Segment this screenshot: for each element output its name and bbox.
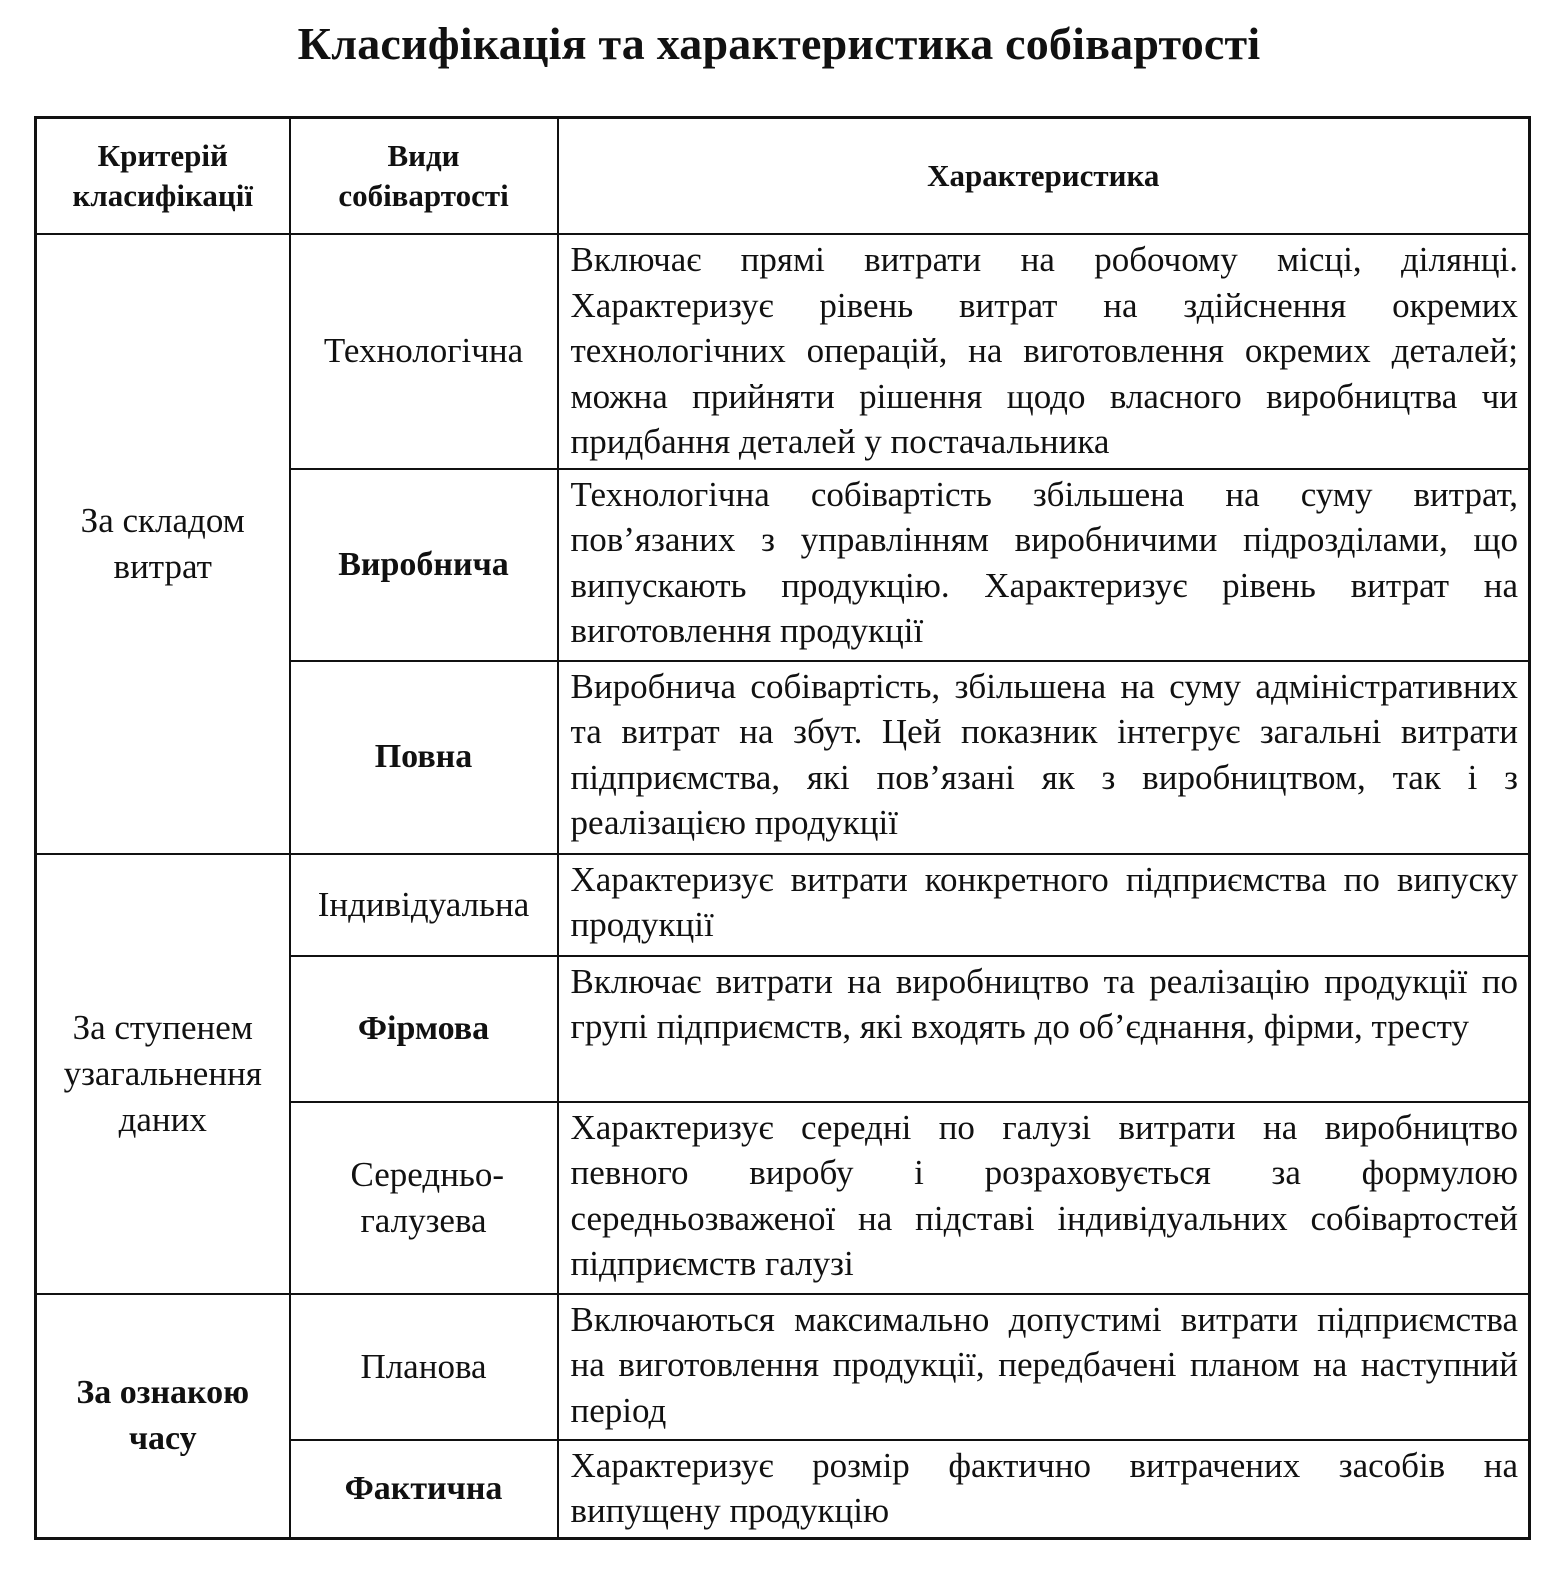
header-characteristic: Характеристика: [558, 118, 1530, 235]
header-types: Види собівартості: [290, 118, 558, 235]
criterion-cell: За ознакою часу: [36, 1294, 290, 1539]
description-cell: Характеризує витрати конкретного підприємства по випуску продукції: [558, 854, 1530, 956]
table-row: [36, 1294, 1530, 1440]
type-cell: Індивідуальна: [290, 854, 558, 956]
table-row: [36, 234, 1530, 469]
header-criterion: Критерій класифікації: [36, 118, 290, 235]
description-cell: Включає прямі витрати на робочому місці, ділянці. Характеризує рівень витрат на здійснення окремих технологічних операцій, на виготовлення окремих деталей; можна прийняти рішення щодо власного виробництва чи придбання деталей у постачальника: [558, 234, 1530, 469]
description-cell: Характеризує середні по галузі витрати на виробництво певного виробу і розраховується за формулою середньозваженої на підставі індивідуальних собівартостей підприємств галузі: [558, 1102, 1530, 1294]
description-cell: Включаються максимально допустимі витрати підприємства на виготовлення продукції, передбачені планом на наступний період: [558, 1294, 1530, 1440]
type-cell: Повна: [290, 661, 558, 854]
type-cell: Технологічна: [290, 234, 558, 469]
cost-classification-table: [34, 116, 1531, 1540]
criterion-cell: За ступенем узагальнення даних: [36, 854, 290, 1294]
type-cell: Середньо-галузева: [290, 1102, 558, 1294]
description-cell: Включає витрати на виробництво та реалізацію продукції по групі підприємств, які входять до об’єднання, фірми, тресту: [558, 956, 1530, 1102]
description-cell: Характеризує розмір фактично витрачених засобів на випущену продукцію: [558, 1440, 1530, 1539]
header-row: [36, 118, 1530, 235]
table-row: [36, 854, 1530, 956]
type-cell: Планова: [290, 1294, 558, 1440]
type-cell: Виробнича: [290, 469, 558, 661]
page-title: Класифікація та характеристика собівартості: [297, 18, 1261, 69]
type-cell: Фактична: [290, 1440, 558, 1539]
criterion-cell: За складом витрат: [36, 234, 290, 854]
description-cell: Технологічна собівартість збільшена на суму витрат, пов’язаних з управлінням виробничими підрозділами, що випускають продукцію. Характеризує рівень витрат на виготовлення продукції: [558, 469, 1530, 661]
type-cell: Фірмова: [290, 956, 558, 1102]
description-cell: Виробнича собівартість, збільшена на суму адміністративних та витрат на збут. Цей показник інтегрує загальні витрати підприємства, які пов’язані як з виробництвом, так і з реалізацією продукції: [558, 661, 1530, 854]
